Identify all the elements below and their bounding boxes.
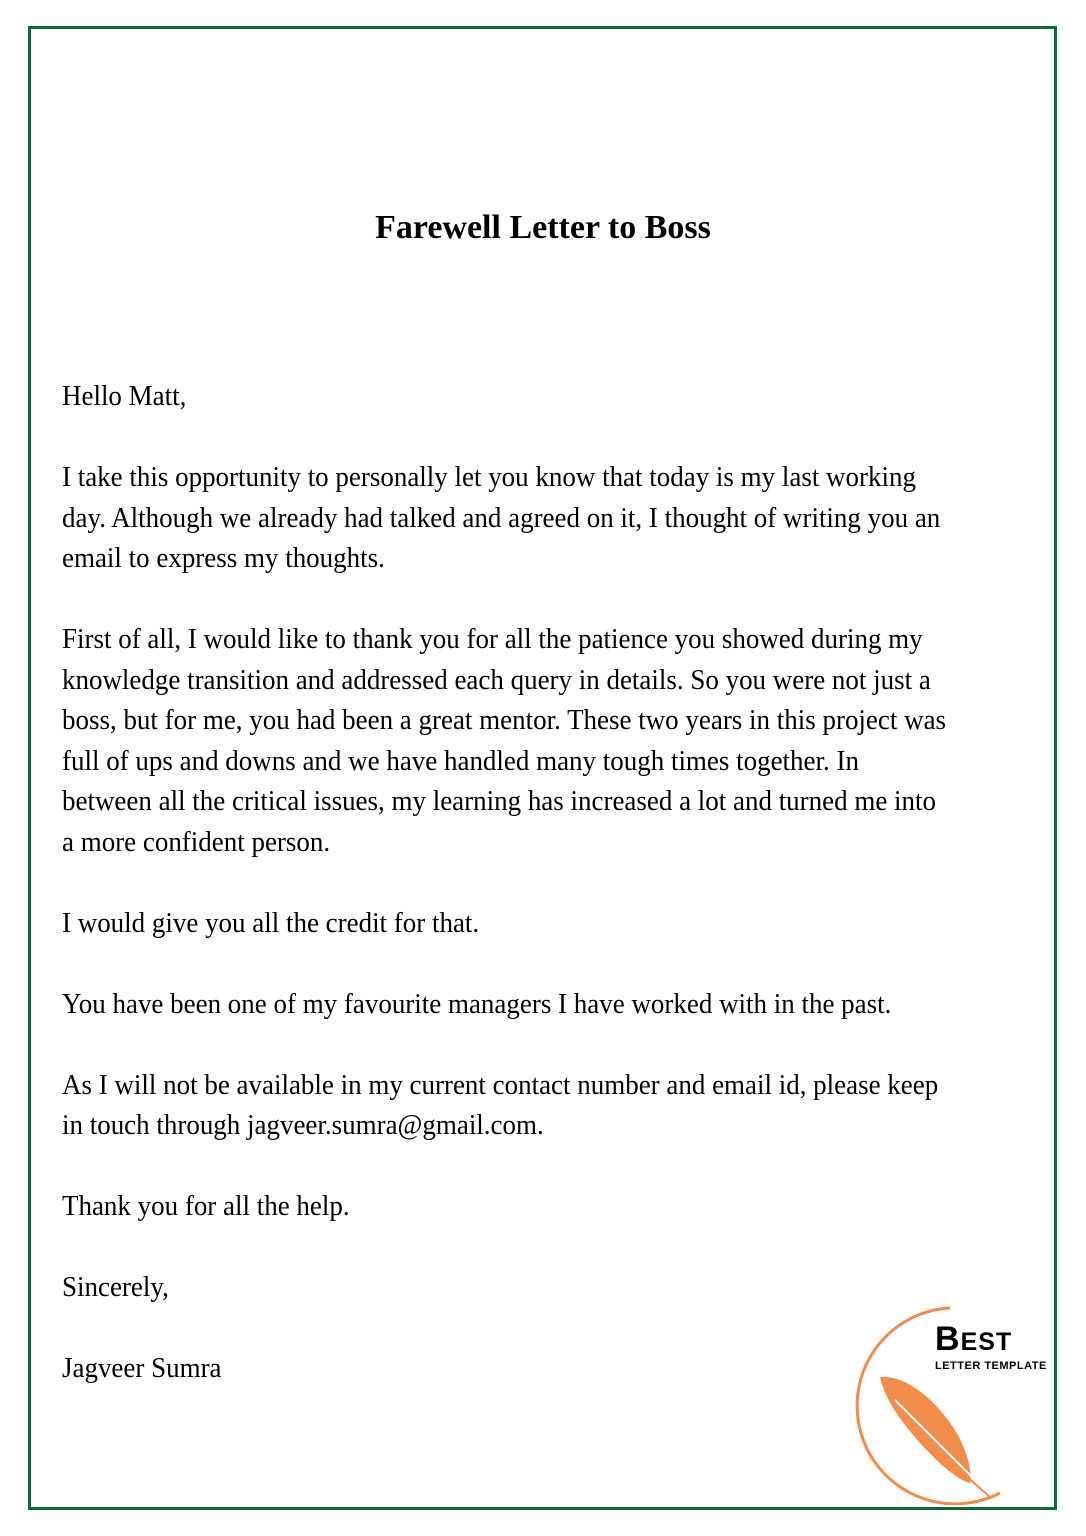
logo-subtitle: LETTER TEMPLATE: [935, 1360, 1047, 1372]
line: day. Although we already had talked and agreed on it, I thought of writing you an: [62, 501, 941, 534]
line: boss, but for me, you had been a great mentor. These two years in this project was: [62, 704, 947, 736]
line: Thank you for all the help.: [62, 1190, 350, 1222]
logo-best-text: [935, 1320, 1012, 1359]
signature-text: Jagveer Sumra: [62, 1352, 222, 1384]
logo-best-rest: EST: [960, 1328, 1013, 1356]
salutation-text: Hello Matt,: [62, 380, 187, 412]
closing: [62, 1267, 992, 1308]
line: You have been one of my favourite managers I have worked with in the past.: [62, 987, 892, 1020]
line: First of all, I would like to thank you for all the patience you showed during my: [62, 623, 923, 655]
salutation: [62, 376, 992, 417]
line: between all the critical issues, my learning has increased a lot and turned me into: [62, 785, 936, 817]
closing-text: Sincerely,: [62, 1271, 169, 1303]
letter-title: Farewell Letter to Boss: [375, 209, 711, 246]
line: I take this opportunity to personally let you know that today is my last working: [62, 461, 916, 493]
letter-body: [62, 376, 1062, 1429]
line: As I will not be available in my current contact number and email id, please keep: [62, 1068, 939, 1101]
line: a more confident person.: [62, 825, 331, 858]
paragraph-4: [62, 984, 992, 1025]
line: knowledge transition and addressed each query in details. So you were not just a: [62, 663, 931, 696]
logo-best-initial: B: [935, 1320, 961, 1358]
line: I would give you all the credit for that.: [62, 906, 480, 939]
line: full of ups and downs and we have handled many tough times together. In: [62, 744, 859, 777]
line: in touch through jagveer.sumra@gmail.com.: [62, 1109, 544, 1141]
paragraph-1: [62, 457, 992, 579]
line: email to express my thoughts.: [62, 542, 385, 574]
paragraph-2: [62, 619, 992, 862]
paragraph-5: [62, 1065, 992, 1146]
paragraph-6: [62, 1186, 992, 1227]
paragraph-3: [62, 903, 992, 944]
